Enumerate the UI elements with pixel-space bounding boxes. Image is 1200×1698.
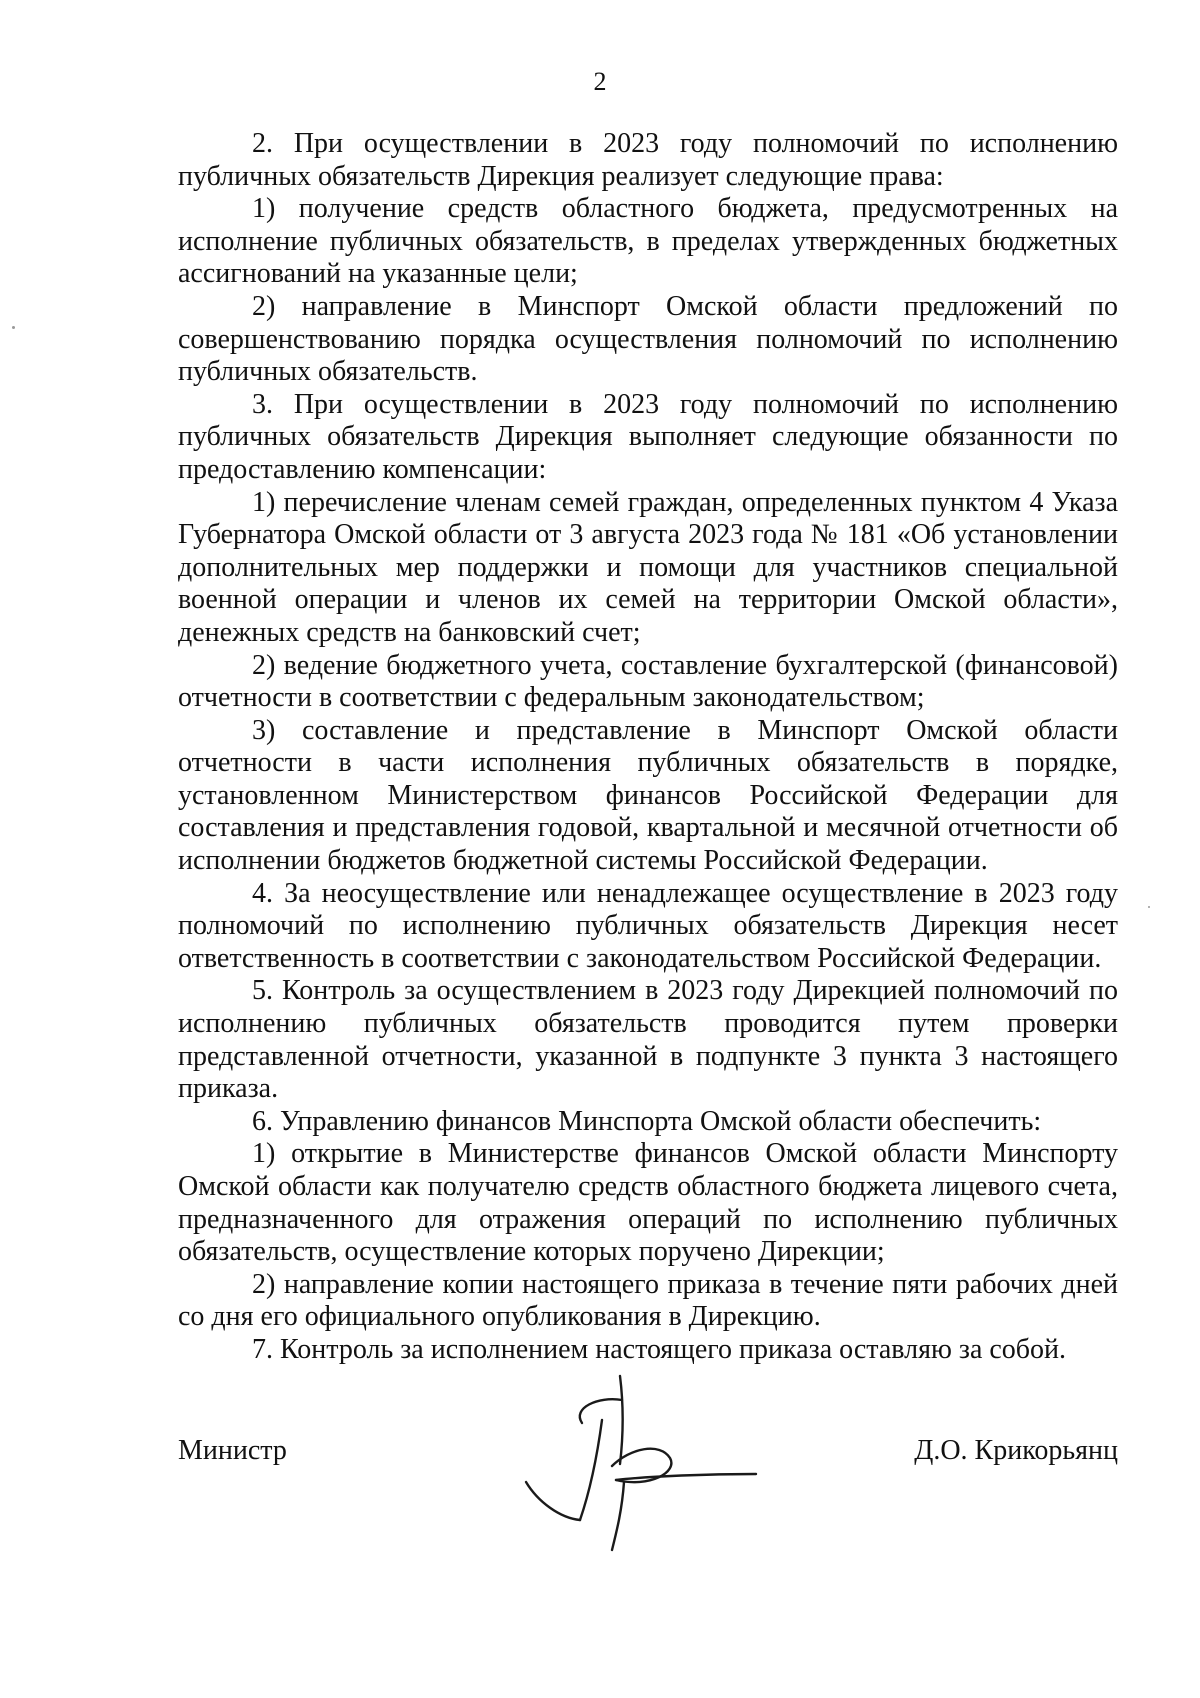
paragraph-7: 7. Контроль за исполнением настоящего приказа оставляю за собой. (252, 1333, 1067, 1365)
page-number: 2 (593, 67, 607, 96)
scan-speck (1148, 906, 1150, 908)
signature-stroke (612, 1482, 624, 1550)
paragraph-4: 4. За неосуществление или ненадлежащее осуществление в 2023 году полномочий по исполнению публичных обязательств Дирекция несет ответственность в соответствии с законодательством Российской Федерации. (178, 877, 1118, 974)
paragraph-3: 3. При осуществлении в 2023 году полномочий по исполнению публичных обязательств Дирекция выполняет следующие обязанности по предоставлению компенсации: (178, 388, 1118, 485)
signature-stroke (616, 1474, 756, 1480)
scan-speck (12, 326, 15, 329)
document-body (178, 128, 1118, 1367)
signature-stroke (580, 1420, 602, 1520)
paragraph-6-1: 1) открытие в Министерстве финансов Омской области Минспорту Омской области как получателю средств областного бюджета лицевого счета, предназначенного для отражения операций по исполнению публичных обязательств, осуществление которых поручено Дирекции; (178, 1138, 1118, 1268)
handwritten-signature (520, 1370, 770, 1570)
signature-stroke (526, 1482, 580, 1520)
signer-position: Министр (178, 1435, 287, 1466)
paragraph-3-3: 3) составление и представление в Минспорт Омской области отчетности в части исполнения публичных обязательств в порядке, установленном Министерством финансов Российской Федерации для составления и представления годовой, квартальной и месячной отчетности об исполнении бюджетов бюджетной системы Российской Федерации. (178, 714, 1118, 877)
paragraph-2: 2. При осуществлении в 2023 году полномочий по исполнению публичных обязательств Дирекция реализует следующие права: (178, 128, 1118, 192)
paragraph-2-2: 2) направление в Минспорт Омской области предложений по совершенствованию порядка осуществления полномочий по исполнению публичных обязательств. (178, 290, 1118, 388)
paragraph-3-2: 2) ведение бюджетного учета, составление бухгалтерской (финансовой) отчетности в соответствии с федеральным законодательством; (178, 649, 1118, 714)
paragraph-2-1: 1) получение средств областного бюджета, предусмотренных на исполнение публичных обязательств, в пределах утвержденных бюджетных ассигнований на указанные цели; (178, 193, 1118, 290)
signer-name: Д.О. Крикорьянц (914, 1435, 1118, 1466)
paragraph-6-2: 2) направление копии настоящего приказа в течение пяти рабочих дней со дня его официального опубликования в Дирекцию. (178, 1268, 1118, 1333)
signature-stroke (620, 1376, 623, 1464)
signature-stroke (580, 1399, 622, 1423)
paragraph-6: 6. Управлению финансов Минспорта Омской области обеспечить: (252, 1105, 1042, 1137)
paragraph-3-1: 1) перечисление членам семей граждан, определенных пунктом 4 Указа Губернатора Омской области от 3 августа 2023 года № 181 «Об установлении дополнительных мер поддержки и помощи для участников специальной военной операции и членов их семей на территории Омской области», денежных средств на банковский счет; (178, 486, 1118, 648)
paragraph-5: 5. Контроль за осуществлением в 2023 году Дирекцией полномочий по исполнению публичных обязательств проводится путем проверки представленной отчетности, указанной в подпункте 3 пункта 3 настоящего приказа. (178, 975, 1118, 1105)
